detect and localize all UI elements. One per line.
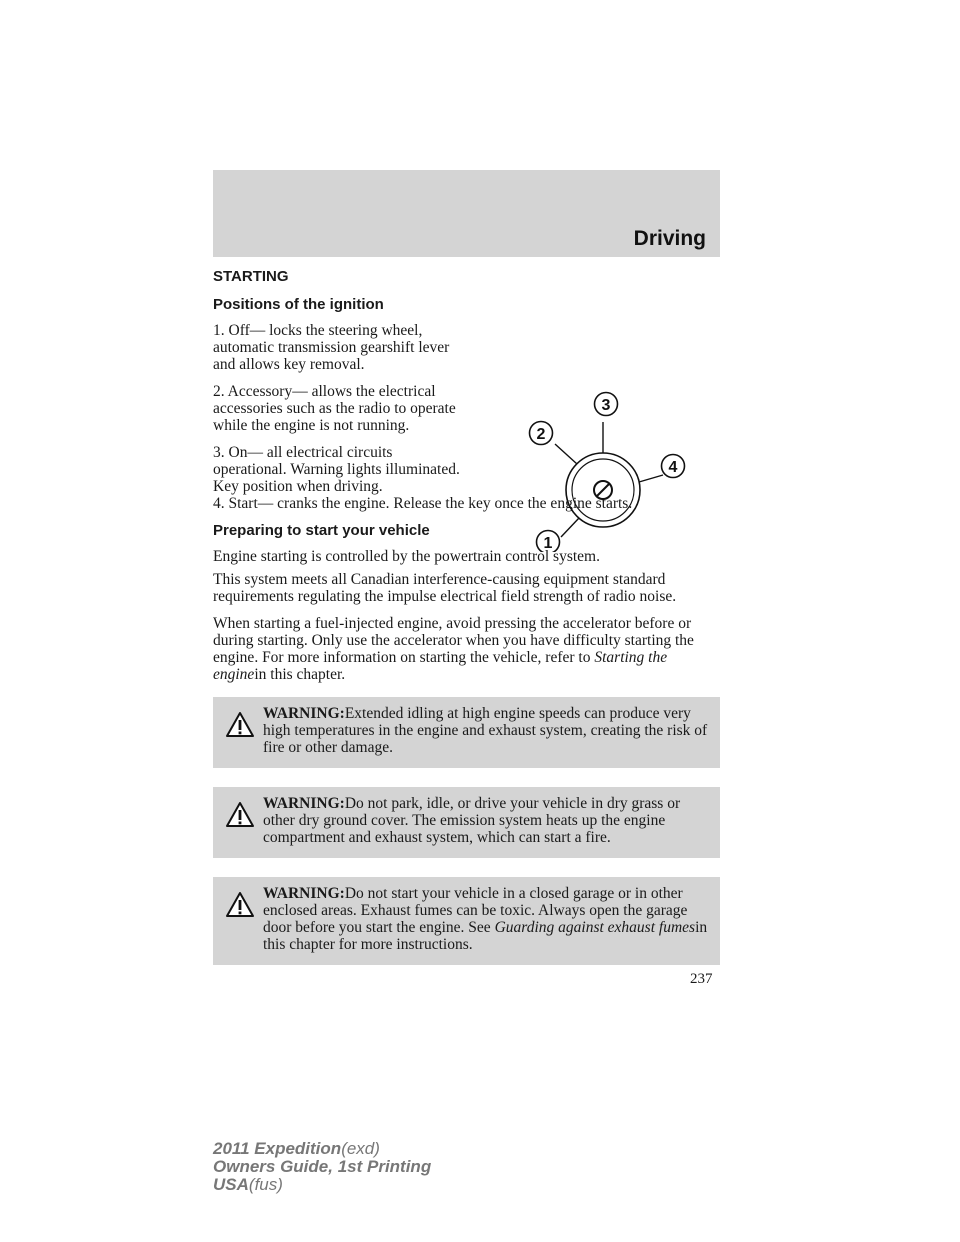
figure-label-3: 3 <box>601 397 611 414</box>
figure-label-2: 2 <box>536 426 546 443</box>
ignition-item-on: 3. On— all electrical circuits operational. Warning lights illuminated. Key position when driving. <box>213 444 460 495</box>
reference-starting-the-engine: Starting the engine <box>213 649 668 683</box>
ignition-item-start: 4. Start— cranks the engine. Release the key once the engine starts. <box>213 495 633 512</box>
section-title: Driving <box>633 227 706 250</box>
figure-label-1: 1 <box>543 535 553 552</box>
paragraph-fuel-injected: When starting a fuel-injected engine, avoid pressing the accelerator before or during starting. Only use the accelerator when you have difficulty starting the engine. For more information on starting the vehicle, refer to Starting the enginein this chapter. <box>213 615 694 683</box>
warning-triangle-icon <box>225 891 255 918</box>
figure-label-4: 4 <box>668 459 678 476</box>
section-header-band <box>213 170 720 257</box>
heading-ignition-positions: Positions of the ignition <box>213 296 384 313</box>
warning-text: Extended idling at high engine speeds can produce very high temperatures in the engine and exhaust system, creating the risk of fire or other damage. <box>263 705 708 756</box>
warning-triangle-icon <box>225 801 255 828</box>
warning-text: Do not park, idle, or drive your vehicle in dry grass or other dry ground cover. The emission system heats up the engine compartment and exhaust system, which can start a fire. <box>263 795 681 846</box>
warning-box-closed-garage: WARNING:Do not start your vehicle in a closed garage or in other enclosed areas. Exhaust fumes can be toxic. Always open the garage door before you start the engine. See Guarding against exhaust fumesin this chapter for more instructions. <box>213 877 720 965</box>
paragraph-powertrain: Engine starting is controlled by the powertrain control system. <box>213 548 600 565</box>
warning-box-idling <box>213 697 720 768</box>
warning-label: WARNING: <box>263 885 345 902</box>
warning-label: WARNING: <box>263 795 345 812</box>
page-number: 237 <box>690 971 713 987</box>
ignition-key-diagram <box>513 382 693 552</box>
warning-label: WARNING: <box>263 705 345 722</box>
warning-triangle-icon <box>225 711 255 738</box>
page-content <box>213 268 720 984</box>
paragraph-canadian-standard: This system meets all Canadian interference-causing equipment standard requirements regulating the impulse electrical field strength of radio noise. <box>213 571 677 605</box>
ignition-item-off: 1. Off— locks the steering wheel, automatic transmission gearshift lever and allows key removal. <box>213 322 450 373</box>
warning-box-dry-grass <box>213 787 720 858</box>
heading-preparing-to-start: Preparing to start your vehicle <box>213 522 430 539</box>
reference-guarding-exhaust-fumes: Guarding against exhaust fumes <box>494 919 696 936</box>
heading-starting: STARTING <box>213 268 289 285</box>
ignition-item-accessory: 2. Accessory— allows the electrical accessories such as the radio to operate while the engine is not running. <box>213 383 456 434</box>
print-footer: 2011 Expedition(exd) Owners Guide, 1st Printing USA(fus) <box>213 1139 432 1194</box>
